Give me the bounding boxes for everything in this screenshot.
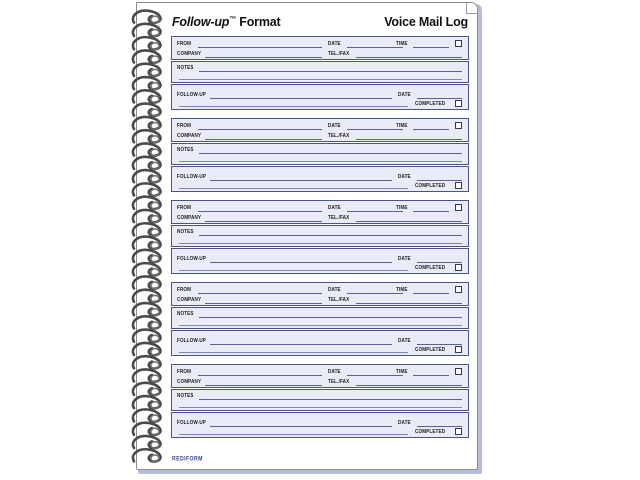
company-label: COMPANY — [177, 296, 202, 303]
time-input[interactable] — [413, 129, 449, 130]
contact-panel — [171, 118, 469, 142]
follow-up-input[interactable] — [210, 98, 392, 99]
from-label: FROM — [177, 286, 192, 293]
follow-up-panel — [171, 330, 469, 356]
notes-label: NOTES — [177, 64, 194, 71]
tel-fax-label: TEL./FAX — [328, 378, 350, 385]
time-label: TIME — [396, 368, 408, 375]
follow-up-input-line-2[interactable] — [179, 434, 408, 435]
time-label: TIME — [396, 204, 408, 211]
notebook-page — [136, 2, 478, 470]
date-label: DATE — [328, 368, 341, 375]
completed-checkbox[interactable] — [455, 182, 462, 189]
notes-panel — [171, 389, 469, 411]
follow-up-date-label: DATE — [398, 337, 411, 344]
notes-input-line-1[interactable] — [199, 235, 462, 236]
follow-up-date-label: DATE — [398, 173, 411, 180]
date-input[interactable] — [347, 375, 403, 376]
time-label: TIME — [396, 286, 408, 293]
company-input[interactable] — [205, 57, 322, 58]
notes-label: NOTES — [177, 146, 194, 153]
follow-up-label: FOLLOW-UP — [177, 419, 207, 426]
follow-up-label: FOLLOW-UP — [177, 91, 207, 98]
contact-panel — [171, 364, 469, 388]
follow-up-input[interactable] — [210, 426, 392, 427]
notes-label: NOTES — [177, 392, 194, 399]
form-block-list — [171, 36, 469, 438]
company-label: COMPANY — [177, 378, 202, 385]
date-input[interactable] — [347, 293, 403, 294]
follow-up-input-line-2[interactable] — [179, 270, 408, 271]
notes-input-line-2[interactable] — [179, 243, 462, 244]
notes-panel — [171, 307, 469, 329]
date-label: DATE — [328, 286, 341, 293]
time-input[interactable] — [413, 211, 449, 212]
message-flag-checkbox[interactable] — [455, 122, 462, 129]
from-label: FROM — [177, 122, 192, 129]
follow-up-panel — [171, 166, 469, 192]
follow-up-input[interactable] — [210, 262, 392, 263]
company-label: COMPANY — [177, 214, 202, 221]
brand-logo: REDIFORM — [172, 455, 203, 463]
tel-fax-input[interactable] — [356, 139, 462, 140]
notes-input-line-1[interactable] — [199, 71, 462, 72]
voice-mail-entry-block — [171, 282, 469, 356]
completed-checkbox[interactable] — [455, 346, 462, 353]
title-format-word: Format — [236, 15, 281, 29]
follow-up-date-input[interactable] — [417, 426, 462, 427]
message-flag-checkbox[interactable] — [455, 286, 462, 293]
follow-up-date-label: DATE — [398, 255, 411, 262]
from-input[interactable] — [198, 293, 322, 294]
completed-checkbox[interactable] — [455, 100, 462, 107]
page-title-right: Voice Mail Log — [384, 15, 468, 29]
time-input[interactable] — [413, 293, 449, 294]
follow-up-date-label: DATE — [398, 419, 411, 426]
notes-label: NOTES — [177, 310, 194, 317]
voice-mail-entry-block — [171, 200, 469, 274]
completed-label: COMPLETED — [415, 345, 446, 352]
notes-input-line-1[interactable] — [199, 399, 462, 400]
tel-fax-label: TEL./FAX — [328, 132, 350, 139]
spiral-binding — [128, 6, 172, 472]
notes-panel — [171, 61, 469, 83]
tel-fax-input[interactable] — [356, 385, 462, 386]
voice-mail-entry-block — [171, 118, 469, 192]
time-input[interactable] — [413, 47, 449, 48]
notes-panel — [171, 143, 469, 165]
company-input[interactable] — [205, 385, 322, 386]
company-input[interactable] — [205, 139, 322, 140]
contact-panel — [171, 282, 469, 306]
follow-up-date-input[interactable] — [417, 344, 462, 345]
follow-up-date-input[interactable] — [417, 262, 462, 263]
from-label: FROM — [177, 204, 192, 211]
message-flag-checkbox[interactable] — [455, 40, 462, 47]
notes-panel — [171, 225, 469, 247]
completed-label: COMPLETED — [415, 181, 446, 188]
tel-fax-input[interactable] — [356, 57, 462, 58]
follow-up-panel — [171, 248, 469, 274]
notes-input-line-1[interactable] — [199, 153, 462, 154]
notes-input-line-2[interactable] — [179, 325, 462, 326]
form-sheet — [171, 13, 469, 465]
contact-panel — [171, 36, 469, 60]
company-label: COMPANY — [177, 132, 202, 139]
date-label: DATE — [328, 204, 341, 211]
follow-up-input-line-2[interactable] — [179, 188, 408, 189]
follow-up-date-input[interactable] — [417, 98, 462, 99]
completed-checkbox[interactable] — [455, 264, 462, 271]
follow-up-panel — [171, 412, 469, 438]
notes-input-line-2[interactable] — [179, 161, 462, 162]
message-flag-checkbox[interactable] — [455, 368, 462, 375]
message-flag-checkbox[interactable] — [455, 204, 462, 211]
time-label: TIME — [396, 122, 408, 129]
company-input[interactable] — [205, 221, 322, 222]
from-label: FROM — [177, 40, 192, 47]
company-label: COMPANY — [177, 50, 202, 57]
from-input[interactable] — [198, 211, 322, 212]
notes-input-line-2[interactable] — [179, 79, 462, 80]
completed-label: COMPLETED — [415, 427, 446, 434]
trademark-symbol: ™ — [229, 15, 237, 23]
tel-fax-input[interactable] — [356, 221, 462, 222]
date-input[interactable] — [347, 211, 403, 212]
notes-input-line-1[interactable] — [199, 317, 462, 318]
date-input[interactable] — [347, 47, 403, 48]
voice-mail-entry-block — [171, 36, 469, 110]
follow-up-date-label: DATE — [398, 91, 411, 98]
follow-up-label: FOLLOW-UP — [177, 173, 207, 180]
tel-fax-label: TEL./FAX — [328, 50, 350, 57]
from-input[interactable] — [198, 129, 322, 130]
time-input[interactable] — [413, 375, 449, 376]
follow-up-panel — [171, 84, 469, 110]
follow-up-label: FOLLOW-UP — [177, 255, 207, 262]
date-label: DATE — [328, 40, 341, 47]
follow-up-input-line-2[interactable] — [179, 106, 408, 107]
company-input[interactable] — [205, 303, 322, 304]
follow-up-input[interactable] — [210, 180, 392, 181]
completed-label: COMPLETED — [415, 99, 446, 106]
date-label: DATE — [328, 122, 341, 129]
from-input[interactable] — [198, 375, 322, 376]
follow-up-input[interactable] — [210, 344, 392, 345]
tel-fax-label: TEL./FAX — [328, 214, 350, 221]
from-input[interactable] — [198, 47, 322, 48]
contact-panel — [171, 200, 469, 224]
tel-fax-input[interactable] — [356, 303, 462, 304]
follow-up-label: FOLLOW-UP — [177, 337, 207, 344]
follow-up-input-line-2[interactable] — [179, 352, 408, 353]
date-input[interactable] — [347, 129, 403, 130]
title-followup-word: Follow-up — [172, 15, 230, 29]
follow-up-date-input[interactable] — [417, 180, 462, 181]
page-title-left — [172, 15, 280, 29]
from-label: FROM — [177, 368, 192, 375]
completed-label: COMPLETED — [415, 263, 446, 270]
time-label: TIME — [396, 40, 408, 47]
completed-checkbox[interactable] — [455, 428, 462, 435]
sheet-header — [171, 13, 469, 33]
voice-mail-entry-block — [171, 364, 469, 438]
notes-input-line-2[interactable] — [179, 407, 462, 408]
tel-fax-label: TEL./FAX — [328, 296, 350, 303]
notes-label: NOTES — [177, 228, 194, 235]
